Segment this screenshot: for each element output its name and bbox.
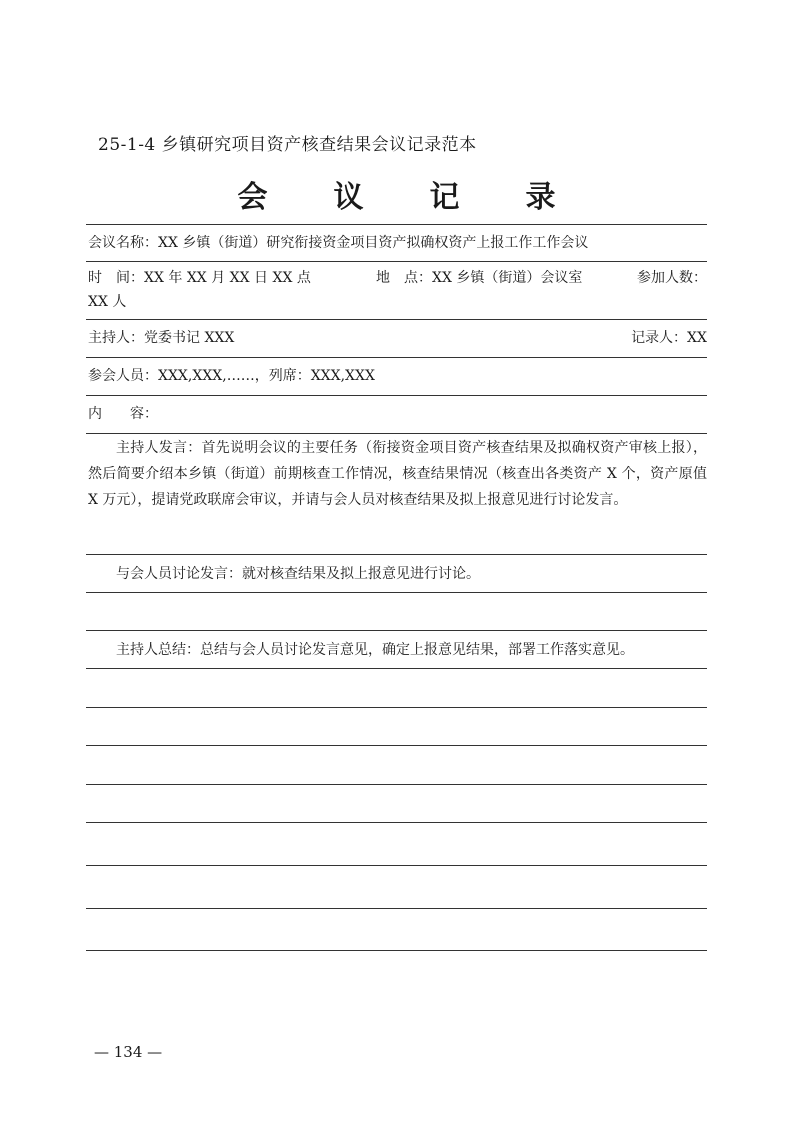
divider [86,319,707,320]
title-char: 议 [333,180,364,215]
section-heading: 25-1-4 乡镇研究项目资产核查结果会议记录范本 [98,135,477,155]
attendee-count-value: XX 人 [88,294,127,310]
title-char: 记 [429,180,460,215]
meeting-location: 地 点：XX 乡镇（街道）会议室 [376,270,583,286]
attendees: 参会人员：XXX,XXX,……，列席：XXX,XXX [88,368,375,384]
divider [86,357,707,358]
blank-line [86,908,707,909]
blank-line [86,865,707,866]
divider [86,395,707,396]
time-location-row [88,268,707,288]
divider [86,554,707,555]
summary-paragraph: 主持人总结：总结与会人员讨论发言意见，确定上报意见结果，部署工作落实意见。 [116,642,634,658]
meeting-recorder: 记录人：XX [631,330,707,346]
divider [86,630,707,631]
host-speech-paragraph: 主持人发言：首先说明会议的主要任务（衔接资金项目资产核查结果及拟确权资产审核上报），然后简要介绍本乡镇（街道）前期核查工作情况，核查结果情况（核查出各类资产 X 个，资产原值 X 万元），提请党政联席会审议，并请与会人员对核查结果及拟上报意见进行讨论发言。 [88,440,707,508]
divider [86,592,707,593]
blank-line [86,784,707,785]
blank-line [86,707,707,708]
title-char: 会 [237,180,268,215]
page-title [86,172,707,216]
host-row [88,328,707,348]
blank-line [86,745,707,746]
blank-line [86,822,707,823]
content-label: 内 容： [88,406,158,422]
meeting-host: 主持人：党委书记 XXX [88,330,235,346]
divider [86,433,707,434]
discussion-paragraph: 与会人员讨论发言：就对核查结果及拟上报意见进行讨论。 [116,566,480,582]
meeting-time: 时 间：XX 年 XX 月 XX 日 XX 点 [88,270,311,286]
meeting-name: 会议名称：XX 乡镇（街道）研究衔接资金项目资产拟确权资产上报工作工作会议 [88,235,589,251]
divider [86,224,707,225]
page-number: — 134 — [94,1043,163,1061]
blank-line [86,950,707,951]
divider [86,261,707,262]
attendee-count-label: 参加人数： [637,270,707,286]
divider [86,668,707,669]
title-char: 录 [525,180,556,215]
